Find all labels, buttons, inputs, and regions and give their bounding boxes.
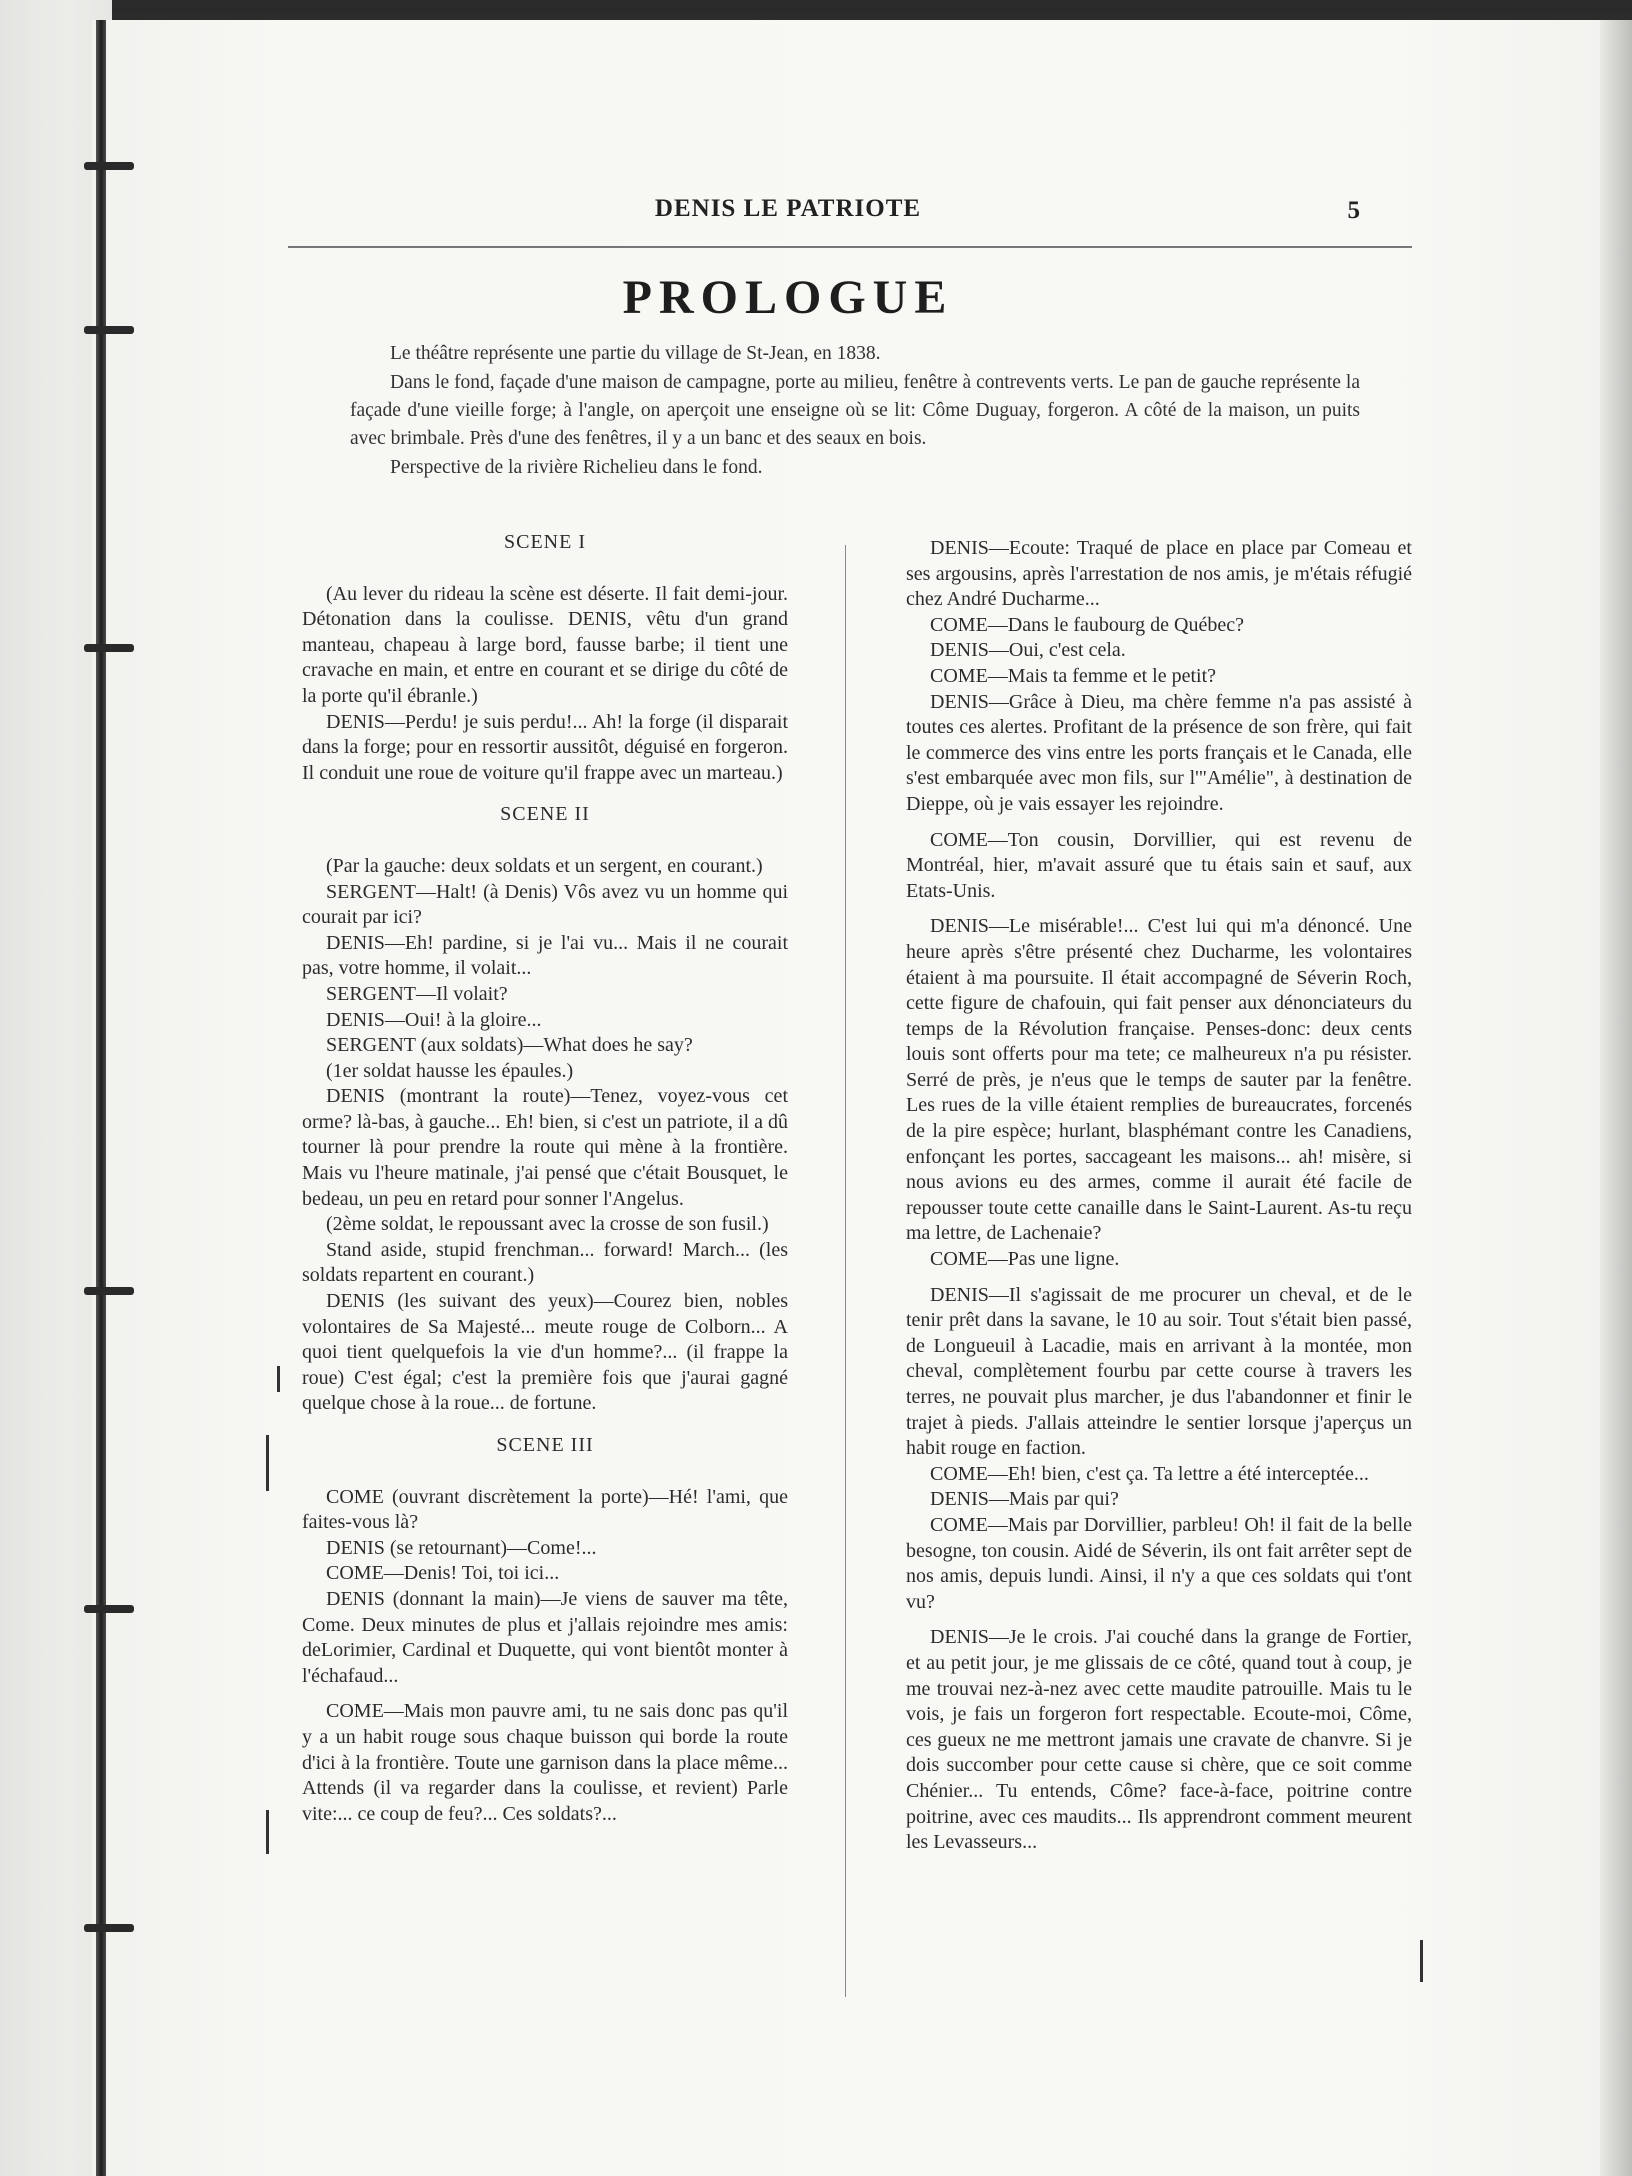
script-paragraph: COME—Pas une ligne. (930, 1248, 1120, 1271)
right-column (906, 536, 1412, 1856)
script-paragraph: DENIS (montrant la route)—Tenez, voyez-vous cet orme? là-bas, à gauche... Eh! bien, si c'est un patriote, il a dû tourner là pour prendre la route qui mène à la frontière. Mais vu l'heure matinale, j'ai pensé que c'était Bousquet, le bedeau, un peu en retard pour sonner l'Angelus. (302, 1085, 788, 1210)
binding-stitch (84, 1287, 134, 1295)
script-paragraph: COME—Ton cousin, Dorvillier, qui est revenu de Montréal, hier, m'avait assuré que tu étais sain et sauf, aux Etats-Unis. (906, 828, 1412, 902)
script-paragraph: DENIS—Il s'agissait de me procurer un cheval, et de le tenir prêt dans la savane, le 10 au soir. Tout s'était bien passé, de Longueuil à Lacadie, mais en arrivant à la montée, mon cheval, complètement fourbu par cette course à travers les terres, ne pouvait plus marcher, je dus l'abandonner et finir le trajet à pieds. J'allais atteindre le sentier lorsque j'aperçus un habit rouge en faction. (906, 1283, 1412, 1460)
script-paragraph: DENIS—Mais par qui? (930, 1488, 1119, 1511)
binding-stitch (84, 1605, 134, 1613)
binding-stitch (84, 644, 134, 652)
header-rule (288, 246, 1412, 248)
script-paragraph: COME—Mais mon pauvre ami, tu ne sais donc pas qu'il y a un habit rouge sous chaque buisson qui borde la route d'ici à la frontière. Toute une garnison dans la place même... Attends (il va regarder dans la coulisse, et revient) Parle vite:... ce coup de feu?... Ces soldats?... (302, 1700, 788, 1825)
script-paragraph: (Par la gauche: deux soldats et un sergent, en courant.) (326, 854, 763, 877)
scene-heading: SCENE I (504, 531, 586, 553)
script-paragraph: SERGENT—Il volait? (326, 982, 508, 1005)
script-paragraph: DENIS—Ecoute: Traqué de place en place par Comeau et ses argousins, après l'arrestation de nos amis, je m'étais réfugié chez André Ducharme... (906, 537, 1412, 611)
binding-stitch (84, 1924, 134, 1932)
running-title: DENIS LE PATRIOTE (654, 195, 922, 222)
margin-pencil-mark (266, 1435, 269, 1491)
script-paragraph: (1er soldat hausse les épaules.) (326, 1059, 574, 1082)
page-header (288, 195, 1412, 235)
script-paragraph: DENIS—Le misérable!... C'est lui qui m'a dénoncé. Une heure après s'être présenté chez Ducharme, les volontaires étaient à ma poursuite. Il était accompagné de Séverin Roch, cette figure de chafouin, qui fait penser aux dénonciateurs du temps de la Révolution française. Penses-donc: deux cents louis sont offerts pour ma tete; ce malheureux n'a pu résister. Serré de près, je n'eus que le temps de sauter par la fenêtre. Les rues de la ville étaient remplies de bureaucrates, forcenés de la pire espèce; hurlant, blasphémant contre les Canadiens, enfonçant les portes, saccageant les maisons... ah! misère, si nous avions eu des armes, comme il aurait été facile de repousser toute cette canaille dans le Saint-Laurent. As-tu reçu ma lettre, de Lachenaie? (906, 915, 1412, 1245)
margin-pencil-mark (266, 1810, 269, 1854)
column-divider (845, 545, 846, 1997)
script-paragraph: COME—Mais par Dorvillier, parbleu! Oh! il fait de la belle besogne, ton cousin. Aidé de Séverin, ils ont fait arrêter sept de nos amis, depuis lundi. Ainsi, il n'y a que ces soldats qui t'ont vu? (906, 1513, 1412, 1613)
top-edge (0, 0, 1632, 14)
script-paragraph: DENIS—Oui! à la gloire... (326, 1008, 542, 1031)
page-number: 5 (1347, 197, 1360, 224)
script-paragraph: DENIS—Je le crois. J'ai couché dans la grange de Fortier, et au petit jour, je me glissais de ce côté, quand tout à coup, je me trouvai nez-à-nez avec cette maudite patrouille. Mais tu le vois, je fais un forgeron fort respectable. Ecoute-moi, Côme, ces gueux ne me mettront jamais une cravate de chanvre. Si je dois succomber pour cette cause si chère, que ce soit comme Chénier... Tu entends, Côme? face-à-face, poitrine contre poitrine, avec ces maudits... Ils apprendront comment meurent les Levasseurs... (906, 1626, 1412, 1854)
script-paragraph: COME (ouvrant discrètement la porte)—Hé! l'ami, que faites-vous là? (302, 1485, 788, 1534)
book-spine (96, 20, 106, 2176)
script-paragraph: SERGENT—Halt! (à Denis) Vôs avez vu un homme qui courait par ici? (302, 880, 788, 929)
intro-paragraph: Dans le fond, façade d'une maison de campagne, porte au milieu, fenêtre à contrevents verts. Le pan de gauche représente la façade d'une vieille forge; à l'angle, on aperçoit une enseigne où se lit: Côme Duguay, forgeron. A côté de la maison, un puits avec brimbale. Près d'une des fenêtres, il y a un banc et des seaux en bois. (350, 372, 1360, 449)
script-paragraph: Stand aside, stupid frenchman... forward! March... (les soldats repartent en courant.) (302, 1238, 788, 1287)
script-paragraph: DENIS (les suivant des yeux)—Courez bien, nobles volontaires de Sa Majesté... meute rouge de Colborn... A quoi tient quelquefois la vie d'un homme?... (il frappe la roue) C'est égal; c'est la première fois que j'aurai gagné quelque chose à la roue... de fortune. (302, 1290, 788, 1415)
script-paragraph: COME—Mais ta femme et le petit? (930, 664, 1217, 687)
binding-stitch (84, 326, 134, 334)
script-paragraph: (Au lever du rideau la scène est déserte. Il fait demi-jour. Détonation dans la coulisse. DENIS, vêtu d'un grand manteau, chapeau à large bord, fausse barbe; il tient une cravache en main, et entre en courant et se dirige du côté de la porte qu'il ébranle.) (302, 582, 788, 707)
scene-heading: SCENE II (500, 803, 590, 826)
page-right-edge (1600, 20, 1632, 2176)
script-paragraph: SERGENT (aux soldats)—What does he say? (326, 1034, 693, 1057)
script-paragraph: DENIS—Perdu! je suis perdu!... Ah! la forge (il disparait dans la forge; pour en ressortir aussitôt, déguisé en forgeron. Il conduit une roue de voiture qu'il frappe avec un marteau.) (302, 710, 788, 784)
scene-heading: SCENE III (496, 1434, 594, 1456)
script-paragraph: COME—Eh! bien, c'est ça. Ta lettre a été interceptée... (930, 1462, 1369, 1485)
intro-paragraph: Le théâtre représente une partie du village de St-Jean, en 1838. (390, 343, 881, 364)
margin-pencil-mark (277, 1366, 280, 1392)
script-paragraph: (2ème soldat, le repoussant avec la crosse de son fusil.) (326, 1213, 769, 1236)
page-title: PROLOGUE (622, 271, 954, 324)
script-paragraph: DENIS (se retournant)—Come!... (326, 1536, 597, 1559)
left-column (302, 530, 788, 1827)
script-paragraph: DENIS—Oui, c'est cela. (930, 639, 1126, 662)
script-paragraph: COME—Denis! Toi, toi ici... (326, 1562, 560, 1585)
margin-pencil-mark (1420, 1940, 1423, 1982)
intro-paragraph: Perspective de la rivière Richelieu dans le fond. (390, 457, 763, 478)
script-paragraph: DENIS—Eh! pardine, si je l'ai vu... Mais il ne courait pas, votre homme, il volait... (302, 931, 788, 980)
script-paragraph: DENIS—Grâce à Dieu, ma chère femme n'a pas assisté à toutes ces alertes. Profitant de la présence de son frère, qui fait le commerce des vins entre les ports français et le Canada, elle s'est embarquée avec mon fils, sur l'"Amélie", à destination de Dieppe, où je vais essayer les rejoindre. (906, 690, 1412, 815)
binding-stitch (84, 162, 134, 170)
stage-directions-intro (350, 340, 1360, 483)
script-paragraph: DENIS (donnant la main)—Je viens de sauver ma tête, Come. Deux minutes de plus et j'allais rejoindre mes amis: deLorimier, Cardinal et Duquette, qui vont bientôt monter à l'échafaud... (302, 1587, 788, 1687)
script-paragraph: COME—Dans le faubourg de Québec? (930, 613, 1244, 636)
